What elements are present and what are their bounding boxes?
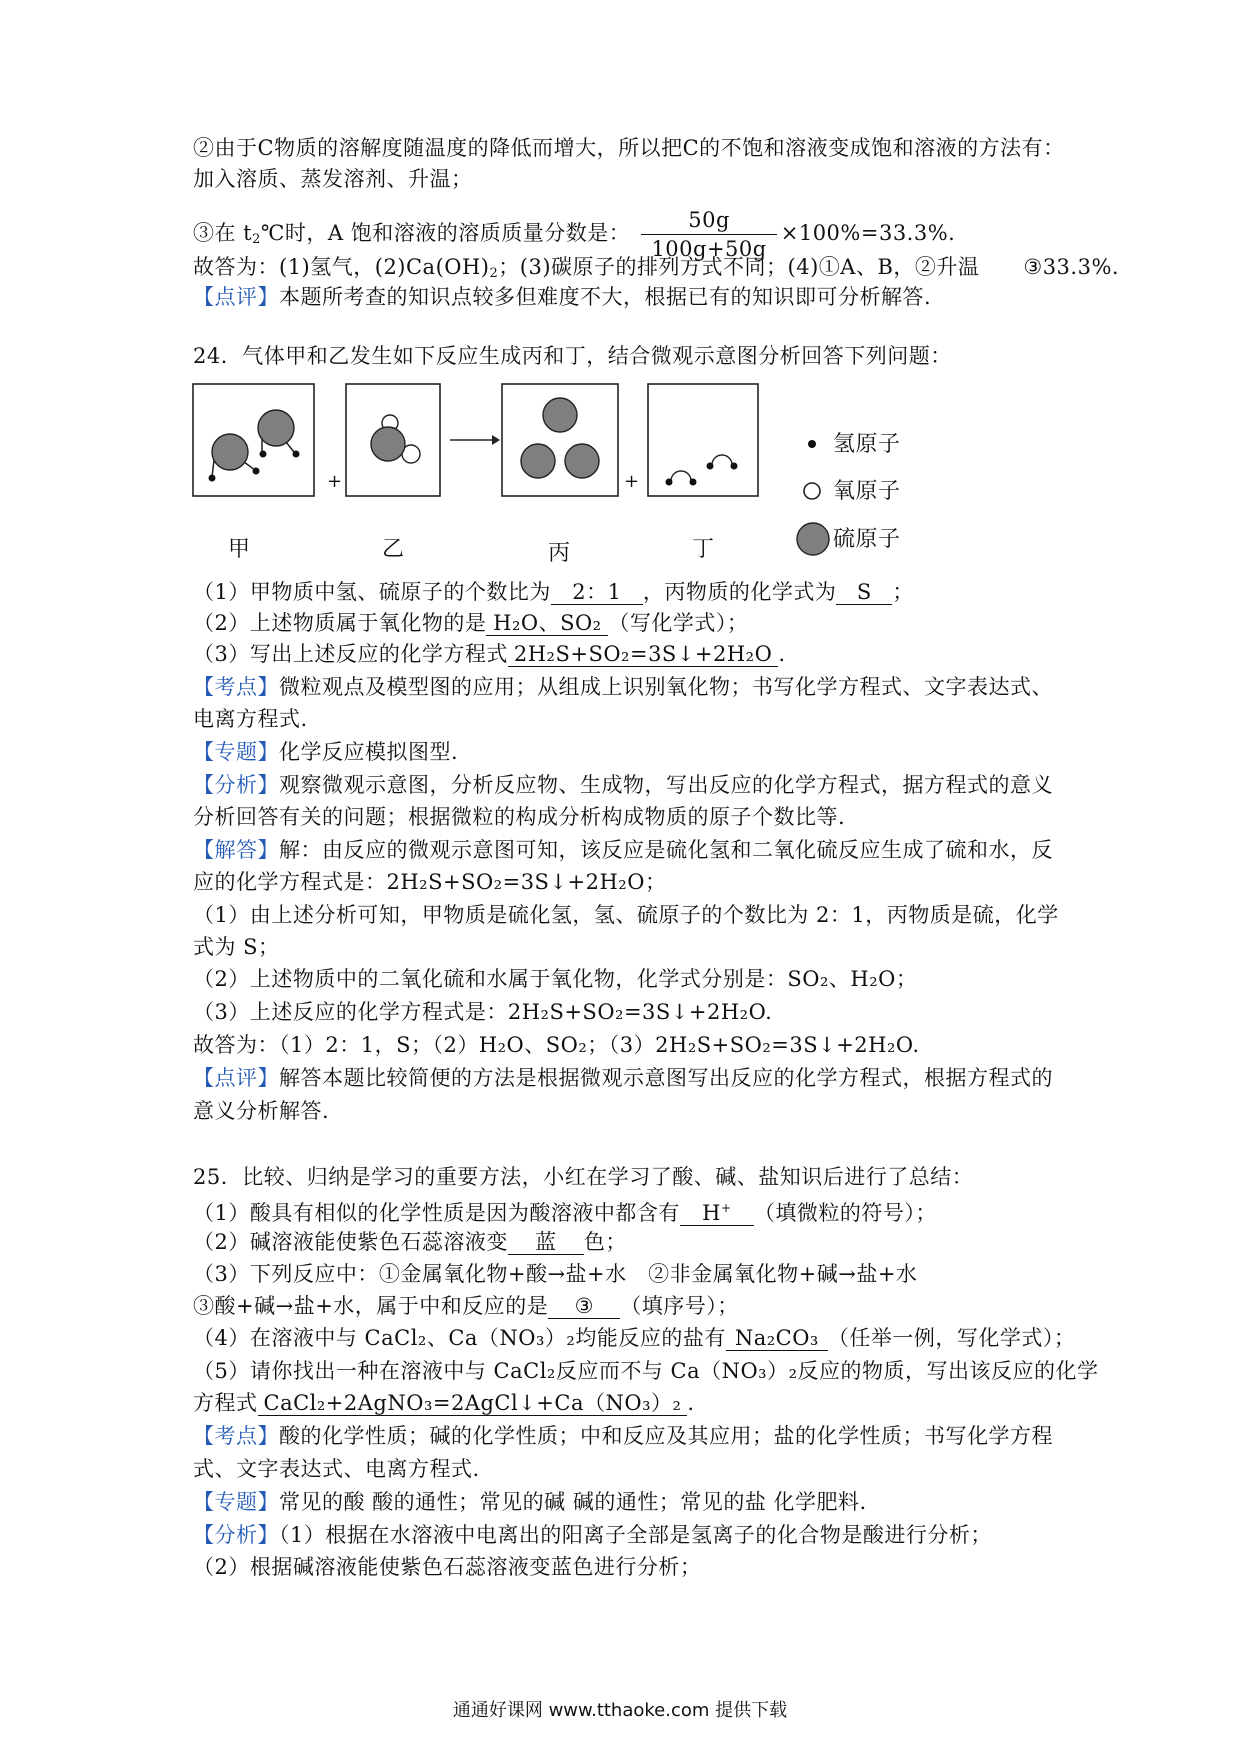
q25-zhuanti: 【专题】常见的酸 酸的通性；常见的碱 碱的通性；常见的盐 化学肥料. xyxy=(193,1490,867,1514)
q24-part-3: （3）写出上述反应的化学方程式 2H₂S+SO₂=3S↓+2H₂O . xyxy=(193,642,786,666)
answer-blank: S xyxy=(836,580,892,605)
q24-jieda-cont: 应的化学方程式是：2H₂S+SO₂=3S↓+2H₂O； xyxy=(193,870,667,894)
h2s-molecule xyxy=(258,410,300,458)
q23-line-3: ③在 $t_2℃$时，A 饱和溶液的溶质质量分数是： $\frac{50g}{100g+50g}$ ×100%=33.3%. xyxy=(193,208,956,261)
q24-fenxi-cont: 分析回答有关的问题；根据微粒的构成分析构成物质的原子个数比等. xyxy=(193,805,846,829)
q24-comment-cont: 意义分析解答. xyxy=(193,1099,330,1123)
q25-stem: 25．比较、归纳是学习的重要方法，小红在学习了酸、碱、盐知识后进行了总结： xyxy=(193,1165,974,1189)
plus-sign: + xyxy=(624,471,640,492)
q24-solution-2: （2）上述物质中的二氧化硫和水属于氧化物，化学式分别是：SO₂、H₂O； xyxy=(193,967,918,991)
answer-blank: H₂O、SO₂ xyxy=(486,611,608,636)
q24-stem: 24．气体甲和乙发生如下反应生成丙和丁，结合微观示意图分析回答下列问题： xyxy=(193,344,952,368)
answer-blank: Na₂CO₃ xyxy=(726,1326,828,1351)
page-footer: 通通好课网 www.tthaoke.com 提供下载 xyxy=(452,1700,788,1721)
q25-part-1: （1）酸具有相似的化学性质是因为酸溶液中都含有 H+ （填微粒的符号）； xyxy=(193,1196,937,1227)
answer-blank: 2：1 xyxy=(551,580,643,605)
box-ding xyxy=(648,384,758,496)
fraction-denominator: 100g+50g xyxy=(651,237,767,261)
answer-blank: ③ xyxy=(548,1294,620,1319)
legend-hydrogen-label: 氢原子 xyxy=(833,432,901,457)
fraction-numerator: 50g xyxy=(641,206,776,235)
legend-oxygen-label: 氧原子 xyxy=(833,479,901,504)
q25-fenxi: 【分析】（1）根据在水溶液中电离出的阳离子全部是氢离子的化合物是酸进行分析； xyxy=(193,1523,992,1547)
q25-part-5-cont: 方程式 CaCl₂+2AgNO₃=2AgCl↓+Ca（NO₃）₂ . xyxy=(193,1391,695,1415)
legend-hydrogen-marker xyxy=(808,440,816,448)
q24-kaodian: 【考点】微粒观点及模型图的应用；从组成上识别氧化物；书写化学方程式、文字表达式、 xyxy=(193,675,1053,699)
so2-molecule xyxy=(371,415,420,463)
q23-line-1: ②由于C物质的溶解度随温度的降低而增大，所以把C的不饱和溶液变成饱和溶液的方法有： xyxy=(193,136,1065,160)
q25-kaodian: 【考点】酸的化学性质；碱的化学性质；中和反应及其应用；盐的化学性质；书写化学方程 xyxy=(193,1424,1053,1448)
q23-answer: 故答为：(1)氢气，$(2)Ca(OH)_2$；(3)碳原子的排列方式不同；(4)①A、B，②升温 ③33.3%. xyxy=(193,255,1120,281)
legend-sulfur-label: 硫原子 xyxy=(833,527,901,552)
h2o-molecule xyxy=(666,471,697,486)
sulfur-atoms xyxy=(521,398,599,478)
q24-zhuanti: 【专题】化学反应模拟图型. xyxy=(193,740,459,764)
q25-kaodian-cont: 式、文字表达式、电离方程式. xyxy=(193,1457,480,1481)
label-jia: 甲 xyxy=(228,537,251,562)
legend-sulfur-marker xyxy=(797,523,829,555)
q25-part-2: （2）碱溶液能使紫色石蕊溶液变 蓝 色； xyxy=(193,1230,627,1254)
q25-part-4: （4）在溶液中与 CaCl₂、Ca（NO₃）₂均能反应的盐有 Na₂CO₃ （任举一例，写化学式）； xyxy=(193,1326,1076,1350)
q24-solution-1-cont: 式为 S； xyxy=(193,935,280,959)
q25-part-5: （5）请你找出一种在溶液中与 CaCl₂反应而不与 Ca（NO₃）₂反应的物质，写出该反应的化学 xyxy=(193,1359,1099,1383)
h2o-molecule xyxy=(707,455,738,470)
label-ding: 丁 xyxy=(692,537,715,562)
answer-blank: CaCl₂+2AgNO₃=2AgCl↓+Ca（NO₃）₂ xyxy=(258,1391,688,1416)
q25-fenxi-cont: （2）根据碱溶液能使紫色石蕊溶液变蓝色进行分析； xyxy=(193,1555,702,1579)
label-bing: 丙 xyxy=(548,541,571,566)
q24-solution-3: （3）上述反应的化学方程式是：2H₂S+SO₂=3S↓+2H₂O. xyxy=(193,1000,773,1024)
q24-comment: 【点评】解答本题比较简便的方法是根据微观示意图写出反应的化学方程式，根据方程式的 xyxy=(193,1066,1053,1090)
box-yi xyxy=(346,384,440,496)
answer-blank: H+ xyxy=(680,1196,754,1226)
box-bing xyxy=(502,384,618,496)
q23-line-2: 加入溶质、蒸发溶剂、升温； xyxy=(193,167,473,191)
answer-blank: 2H₂S+SO₂=3S↓+2H₂O xyxy=(508,642,778,667)
q24-jieda: 【解答】解：由反应的微观示意图可知，该反应是硫化氢和二氧化硫反应生成了硫和水，反 xyxy=(193,838,1053,862)
h2s-molecule xyxy=(209,434,260,482)
q25-part-3: （3）下列反应中：①金属氧化物+酸→盐+水 ②非金属氧化物+碱→盐+水 xyxy=(193,1262,918,1286)
answer-blank: 蓝 xyxy=(508,1230,584,1255)
q24-fenxi: 【分析】观察微观示意图，分析反应物、生成物，写出反应的化学方程式，据方程式的意义 xyxy=(193,773,1053,797)
q24-solution-1: （1）由上述分析可知，甲物质是硫化氢，氢、硫原子的个数比为 2：1，丙物质是硫，化学 xyxy=(193,903,1059,927)
q24-part-1: （1）甲物质中氢、硫原子的个数比为 2：1 ，丙物质的化学式为 S ； xyxy=(193,580,914,604)
label-yi: 乙 xyxy=(382,537,405,562)
q24-answer: 故答为：（1）2：1，S；（2）H₂O、SO₂；（3）2H₂S+SO₂=3S↓+2H₂O. xyxy=(193,1033,920,1057)
legend-oxygen-marker xyxy=(804,483,820,499)
q24-kaodian-cont: 电离方程式. xyxy=(193,707,308,731)
q25-part-3-cont: ③酸+碱→盐+水，属于中和反应的是 ③ （填序号）； xyxy=(193,1294,739,1318)
q24-part-2: （2）上述物质属于氧化物的是 H₂O、SO₂ （写化学式）； xyxy=(193,611,749,635)
box-jia xyxy=(193,384,314,496)
plus-sign: + xyxy=(327,471,343,492)
q23-comment: 【点评】本题所考查的知识点较多但难度不大，根据已有的知识即可分析解答. xyxy=(193,285,932,309)
comment-tag: 【点评】 xyxy=(193,285,279,309)
